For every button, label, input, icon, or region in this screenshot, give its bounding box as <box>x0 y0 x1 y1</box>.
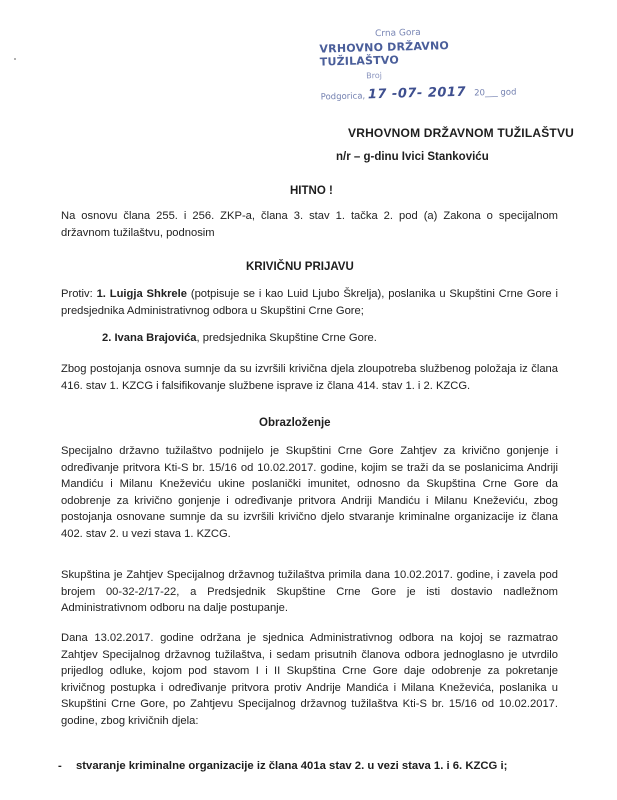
received-stamp <box>317 25 519 110</box>
reasoning-paragraph-2: Skupština je Zahtjev Specijalnog državnog tužilaštva primila dana 10.02.2017. godine, i zavela pod brojem 00-32-2/17-22, a Predsjednik Skupštine Crne Gore je isti dostavio nadležnom Administrativnom odboru na dalje postupanje. <box>61 569 558 614</box>
stamp-date-prefix: Podgorica, <box>320 91 366 103</box>
stamp-country: Crna Gora <box>374 27 421 40</box>
document-title: KRIVIČNU PRIJAVU <box>246 261 354 273</box>
recipient-attention: n/r – g-dinu Ivici Stankoviću <box>336 151 489 163</box>
protiv-label: Protiv: <box>61 288 93 300</box>
reasoning-paragraph-3: Dana 13.02.2017. godine održana je sjednica Administrativnog odbora na kojoj se razmatrao Zahtjev Specijalnog državnog tužilaštva, i sedam prisutnih članova odbora jednoglasno je utvrdilo prijedlog odluke, kojom pod stavom I i II Skupština Crne Gore daje odobrenje za pokretanje krivičnog postupka i određivanje pritvora protiv Andrije Mandića i Milana Kneževića, poslanika u Skupštini Crne Gore, po Zahtjevu Specijalnog državnog tužilaštva Kti-S br. 15/16 od 10.02.2017. godine, zbog krivičnih djela: <box>61 632 558 727</box>
bullet-dash: - <box>58 760 62 772</box>
accused-first-desc: (potpisuje se i kao Luid Ljubo Škrelja), poslanika u Skupštini Crne Gore i predsjednika Administrativnog odbora u Skupštini Crne Gore; <box>61 288 558 317</box>
stamp-date-line <box>321 83 517 103</box>
stamp-office: VRHOVNO DRŽAVNO TUŽILAŠTVO <box>319 39 450 69</box>
stamp-date: 17 -07- 2017 <box>367 84 467 103</box>
accused-second-desc: , predsjednika Skupštine Crne Gore. <box>196 332 377 344</box>
scan-speck <box>14 58 16 60</box>
accused-second <box>102 330 558 347</box>
stamp-broj-label: Broj <box>366 70 383 81</box>
urgency-label: HITNO ! <box>290 185 333 197</box>
recipient-office: VRHOVNOM DRŽAVNOM TUŽILAŠTVU <box>348 126 575 140</box>
accused-second-name: 2. Ivana Brajovića <box>102 332 197 344</box>
accused-first-name: 1. Luigja Shkrele <box>96 288 187 300</box>
accused-first <box>61 286 558 319</box>
bullet-text: stvaranje kriminalne organizacije iz člana 401a stav 2. u vezi stava 1. i 6. KZCG i; <box>76 760 508 772</box>
reasoning-paragraph-1: Specijalno državno tužilaštvo podnijelo je Skupštini Crne Gore Zahtjev za krivično gonjenje i određivanje pritvora Kti-S br. 15/16 od 10.02.2017. godine, kojim se traži da se poslanicima Andriji Mandiću i Milanu Kneževiću ukine poslanički imunitet, odnosno da Skupština Crne Gore da odobrenje za krivično gonjenje i određivanje pritvora Andriji Mandiću i Milanu Kneževiću, zbog postojanja osnovane sumnje da su izvršili krivično djelo stvaranje kriminalne organizacije iz člana 402. stav 2. u vezi stava 1. KZCG. <box>61 445 558 540</box>
intro-paragraph: Na osnovu člana 255. i 256. ZKP-a, člana 3. stav 1. tačka 2. pod (a) Zakona o specijalnom državnom tužilaštvu, podnosim <box>61 210 558 239</box>
reasoning-title: Obrazloženje <box>259 417 331 429</box>
suspicion-paragraph: Zbog postojanja osnova sumnje da su izvršili krivična djela zloupotreba službenog položaja iz člana 416. stav 1. KZCG i falsifikovanje službene isprave iz člana 414. stav 1. i 2. KZCG. <box>61 363 558 392</box>
stamp-year-suffix: 20___ god <box>474 87 517 99</box>
